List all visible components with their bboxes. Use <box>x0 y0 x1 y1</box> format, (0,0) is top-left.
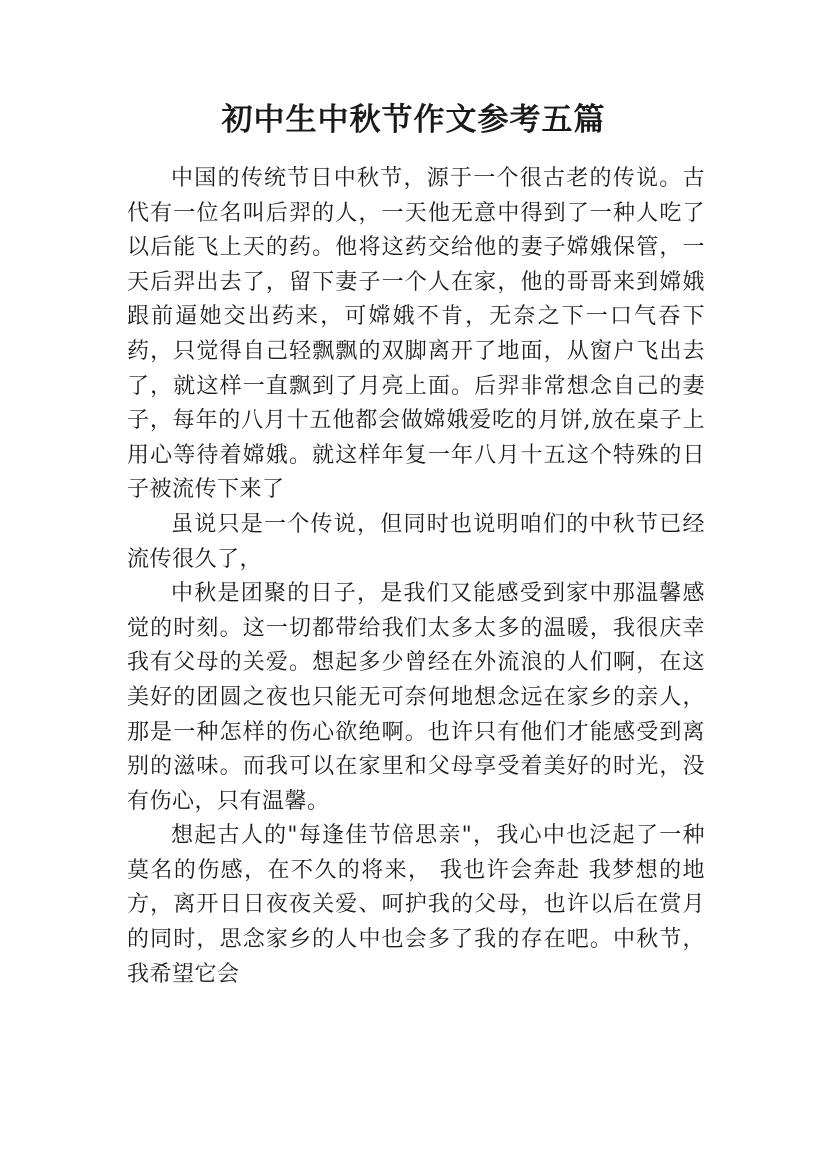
paragraph-long-history: 虽说只是一个传说，但同时也说明咱们的中秋节已经流传很久了， <box>127 511 705 572</box>
paragraph-homesick-future: 想起古人的"每逢佳节倍思亲"，我心中也泛起了一种莫名的伤感，在不久的将来， 我也许会奔赴 我梦想的地方，离开日日夜夜关爱、呵护我的父母，也许以后在赏月的同时，思念家乡的人中也会多了我的存在吧。中秋节，我希望它会 <box>127 823 705 987</box>
document-title: 初中生中秋节作文参考五篇 <box>221 102 606 138</box>
paragraph-family-reunion: 中秋是团聚的日子，是我们又能感受到家中那温馨感觉的时刻。这一切都带给我们太多太多的温暖，我很庆幸我有父母的关爱。想起多少曾经在外流浪的人们啊，在这美好的团圆之夜也只能无可奈何地想念远在家乡的亲人， 那是一种怎样的伤心欲绝啊。也许只有他们才能感受到离别的滋味。而我可以在家里和父母享受着美好的时光，没有伤心，只有温馨。 <box>127 581 705 814</box>
paragraph-legend-origin: 中国的传统节日中秋节，源于一个很古老的传说。古代有一位名叫后羿的人，一天他无意中得到了一种人吃了以后能飞上天的药。他将这药交给他的妻子嫦娥保管，一天后羿出去了，留下妻子一个人在家，他的哥哥来到嫦娥 跟前逼她交出药来，可嫦娥不肯，无奈之下一口气吞下药，只觉得自己轻飘飘的双脚离开了地面，从窗户飞出去了，就这样一直飘到了月亮上面。后羿非常想念自己的妻子，每年的八月十五他都会做嫦娥爱吃的月饼,放在桌子上用心等待着嫦娥。就这样年复一年八月十五这个特殊的日子被流传下来了 <box>127 166 705 503</box>
document-body <box>127 162 705 992</box>
